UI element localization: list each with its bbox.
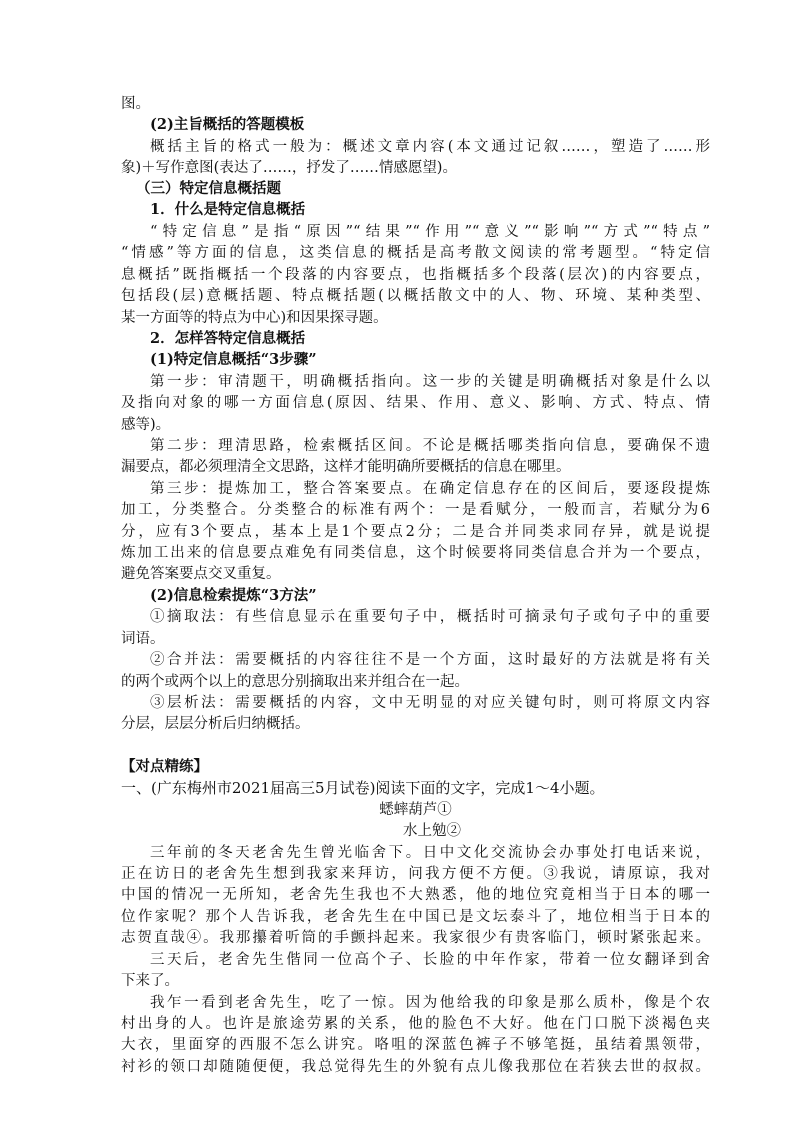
text-line: 词语。 bbox=[121, 631, 165, 647]
text-line: 分，应有3个要点，基本上是1个要点2分；二是合并同类求同存异，就是说提 bbox=[121, 524, 710, 540]
text-line: 某一方面等的特点为中心)和因果探寻题。 bbox=[121, 310, 388, 326]
text-line: 大衣，里面穿的西服不怎么讲究。咯咀的深蓝色裤子不够笔挺，虽结着黑领带， bbox=[121, 1037, 710, 1053]
text-line: 炼加工出来的信息要点难免有同类信息，这个时候要将同类信息合并为一个要点， bbox=[121, 545, 710, 561]
text-line: 的两个或两个以上的意思分别摘取出来并组合在一起。 bbox=[121, 674, 469, 690]
text-line: 正在访日的老舍先生想到我家来拜访，问我方便不方便。③我说，请原谅，我对 bbox=[121, 866, 710, 882]
text-line: 及指向对象的哪一方面信息(原因、结果、作用、意义、影响、方式、特点、情 bbox=[121, 395, 710, 411]
section-heading: (2)信息检索提炼“3方法” bbox=[150, 587, 317, 604]
section-heading: （三）特定信息概括题 bbox=[136, 180, 281, 197]
text-line: 第二步：理清思路，检索概括区间。不论是概括哪类指向信息，要确保不遗 bbox=[150, 438, 710, 454]
text-line: 息概括”既指概括一个段落的内容要点，也指概括多个段落(层次)的内容要点， bbox=[121, 267, 710, 283]
practice-heading: 【对点精练】 bbox=[121, 758, 208, 775]
text-line: “特定信息”是指“原因”“结果”“作用”“意义”“影响”“方式”“特点” bbox=[150, 224, 710, 240]
text-line: 第一步：审清题干，明确概括指向。这一步的关键是明确概括对象是什么以 bbox=[150, 374, 710, 390]
text-line: 村出身的人。也许是旅途劳累的关系，他的脸色不大好。他在门口脱下淡褐色夹 bbox=[121, 1016, 710, 1032]
section-heading: 1．什么是特定信息概括 bbox=[150, 201, 306, 218]
section-heading: (2)主旨概括的答题模板 bbox=[150, 116, 305, 133]
article-title: 蟋蟀葫芦① bbox=[379, 802, 452, 818]
text-line: 三年前的冬天老舍先生曾光临舍下。日中文化交流协会办事处打电话来说， bbox=[150, 845, 710, 861]
section-heading: 2．怎样答特定信息概括 bbox=[150, 330, 306, 347]
text-line: 分层，层层分析后归纳概括。 bbox=[121, 716, 310, 732]
text-line: 衬衫的领口却随随便便，我总觉得先生的外貌有点儿像我那位在若狭去世的叔叔。 bbox=[121, 1059, 710, 1075]
article-author: 水上勉② bbox=[403, 823, 461, 839]
section-heading: (1)特定信息概括“3步骤” bbox=[150, 351, 317, 368]
text-line: ①摘取法：有些信息显示在重要句子中，概括时可摘录句子或句子中的重要 bbox=[150, 609, 710, 625]
text-line: ②合并法：需要概括的内容往往不是一个方面，这时最好的方法就是将有关 bbox=[150, 652, 710, 668]
text-line: 避免答案要点交叉重复。 bbox=[121, 566, 281, 582]
text-line: 三天后，老舍先生偕同一位高个子、长脸的中年作家，带着一位女翻译到舍 bbox=[150, 952, 710, 968]
text-line: 志贺直哉④。我那攥着听筒的手颤抖起来。我家很少有贵客临门，顿时紧张起来。 bbox=[121, 930, 710, 946]
text-line: 第三步：提炼加工，整合答案要点。在确定信息存在的区间后，要逐段提炼 bbox=[150, 481, 710, 497]
text-line: 中国的情况一无所知，老舍先生我也不大熟悉，他的地位究竟相当于日本的哪一 bbox=[121, 887, 710, 903]
text-line: “情感”等方面的信息，这类信息的概括是高考散文阅读的常考题型。“特定信 bbox=[121, 245, 710, 261]
text-line: 包括段(层)意概括题、特点概括题(以概括散文中的人、物、环境、某种类型、 bbox=[121, 288, 710, 304]
text-line: 加工，分类整合。分类整合的标准有两个：一是看赋分，一般而言，若赋分为6 bbox=[121, 502, 710, 518]
text-line: 漏要点，都必须理清全文思路，这样才能明确所要概括的信息在哪里。 bbox=[121, 459, 571, 475]
text-line: 图。 bbox=[121, 96, 150, 112]
text-line: 感等)。 bbox=[121, 417, 171, 433]
text-line: 下来了。 bbox=[121, 973, 179, 989]
text-line: 概括主旨的格式一般为：概述文章内容(本文通过记叙……，塑造了……形 bbox=[150, 139, 710, 155]
text-line: 位作家呢？那个人告诉我，老舍先生在中国已是文坛泰斗了，地位相当于日本的 bbox=[121, 909, 710, 925]
text-line: 我乍一看到老舍先生，吃了一惊。因为他给我的印象是那么质朴，像是个农 bbox=[150, 995, 710, 1011]
text-line: ③层析法：需要概括的内容，文中无明显的对应关键句时，则可将原文内容 bbox=[150, 695, 710, 711]
text-line: 象)＋写作意图(表达了……，抒发了……情感愿望)。 bbox=[121, 160, 457, 176]
question-prompt: 一、(广东梅州市2021届高三5月试卷)阅读下面的文字，完成1～4小题。 bbox=[121, 779, 605, 797]
